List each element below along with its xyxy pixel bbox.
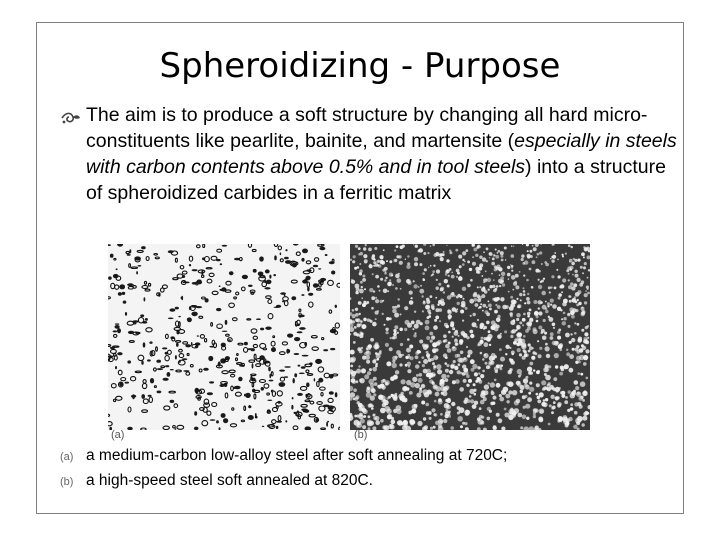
bullet-text-part-1: The aim is to produce a soft structure by changing all hard micro-constituents like pearlite, bainite, and martensite ( [86, 104, 648, 152]
caption-b-marker: (b) [60, 476, 74, 488]
bullet-text-part-2: ) into a structure of spheroidized carbides in a ferritic matrix [86, 156, 666, 204]
micrograph-label-a: (a) [111, 429, 125, 441]
bullet-text-italic: especially in steels with carbon contents above 0.5% and in tool steels [86, 130, 677, 178]
slide-title: Spheroidizing - Purpose [159, 46, 561, 86]
caption-b-text: a high-speed steel soft annealed at 820C. [86, 472, 373, 489]
bullet-text [86, 102, 678, 206]
caption-a [60, 446, 680, 467]
caption-a-marker: (a) [60, 451, 74, 463]
caption-b [60, 471, 680, 492]
caption-a-text: a medium-carbon low-alloy steel after soft annealing at 720C; [86, 447, 508, 464]
micrograph-a [108, 244, 340, 430]
micrograph-b [350, 244, 590, 430]
fleuron-bullet-icon [60, 110, 82, 126]
micrograph-label-b: (b) [354, 429, 368, 441]
micrograph-figure [108, 244, 590, 444]
